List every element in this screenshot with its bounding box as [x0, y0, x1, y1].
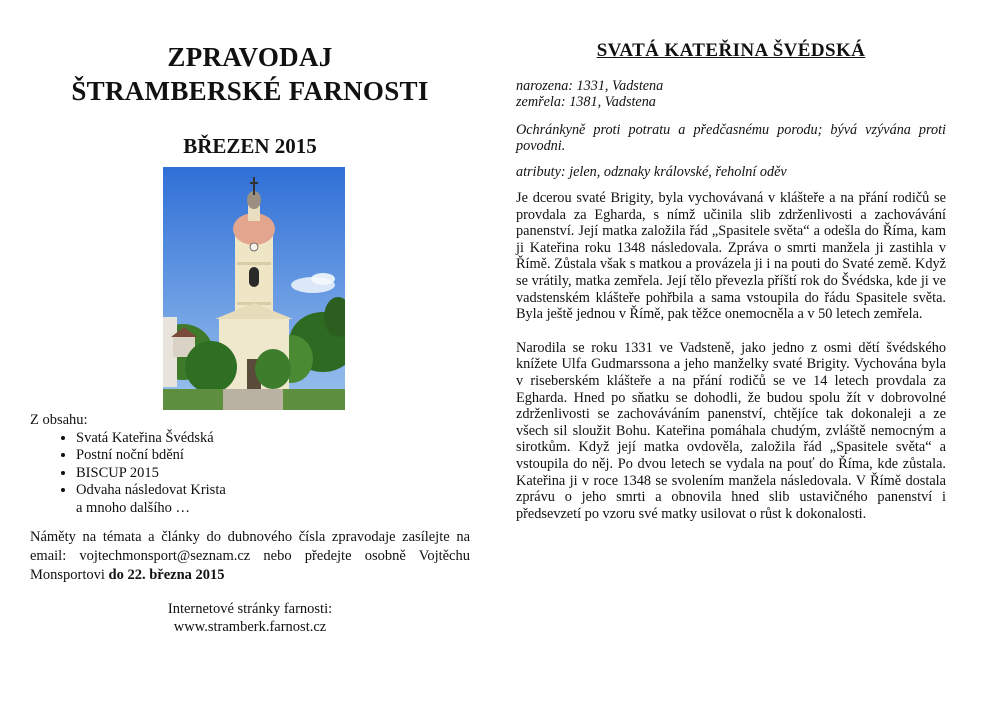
contents-item: • Odvaha následovat Krista — [76, 482, 470, 500]
submission-notice — [30, 528, 470, 585]
death-info: zemřela: 1381, Vadstena — [516, 94, 656, 110]
newsletter-title-line2: ŠTRAMBERSKÉ FARNOSTI — [71, 76, 429, 106]
church-photo — [163, 167, 345, 410]
issue-date: BŘEZEN 2015 — [183, 134, 317, 158]
attributes-info: atributy: jelen, odznaky královské, řeholní oděv — [516, 164, 787, 180]
contents-list — [30, 430, 470, 500]
newsletter-title — [30, 40, 470, 108]
contents-more: a mnoho dalšího … — [76, 499, 190, 516]
article-title: SVATÁ KATEŘINA ŠVÉDSKÁ — [596, 40, 866, 61]
birth-info: narozena: 1331, Vadstena — [516, 78, 664, 94]
website-url[interactable]: www.stramberk.farnost.cz — [173, 619, 327, 635]
notice-deadline: do 22. března 2015 — [108, 567, 225, 583]
article-paragraph-1: Je dcerou svaté Brigity, byla vychovávaná v klášteře a na přání rodičů se provdala za Egharda, s nímž učinila slib zdrženlivosti a zachovávání panenství. Její matka založila řád „Spasitele světa“ a odešla do Říma, kam ji Kateřina roku 1348 následovala. Zpráva o smrti manžela ji zastihla v Římě. Zůstala však s matkou a provázela ji i na pouti do Svaté země. Když se vrátily, matka zemřela. Její tělo převezla příští rok do Švédska, kde ji ve vadstenském klášteře pohřbila a sama vstoupila do řádu Spasitele světa. Byla ještě jednou v Římě, pak těžce onemocněla a v 50 letech zemřela. — [516, 190, 946, 323]
patronage-info: Ochránkyně proti potratu a předčasnému porodu; bývá vzývána proti povodni. — [516, 122, 946, 154]
contents-item: • Svatá Kateřina Švédská — [76, 430, 470, 448]
right-page — [516, 40, 946, 522]
website-info — [30, 600, 470, 636]
notice-text: Náměty na témata a články do dubnového čísla zpravodaje zasílejte na email: vojtechmonsport@seznam.cz nebo předejte osobně Vojtěchu Monsportovi — [30, 529, 470, 583]
article-paragraph-2: Narodila se roku 1331 ve Vadsteně, jako jedno z osmi dětí švédského knížete Ulfa Gudmarssona a jeho manželky svaté Brigity. Vychována byla v riseberském klášteře a na přání rodičů se ve 14 letech provdala za Egharda. Hned po sňatku se dohodli, že budou spolu žít v dobrovolné zdrženlivosti se zachováváním panenství, chtějíce tak dokonaleji a ze všech sil sloužit Bohu. Kateřina pomáhala chudým, zvláště nemocným a sirotkům. Když její matka ovdověla, založila řád „Spasitele světa“ a vstoupila do něj. Po dvou letech se vydala na pouť do Říma, kde zůstala. Kateřina ji v roce 1348 se svolením manžela následovala. V Římě dostala zprávu o jeho smrti a obnovila hned slib ustavičného panenství i předsevzetí po vzoru své matky usilovat o růst k dokonalosti. — [516, 339, 946, 522]
contents-section — [30, 412, 470, 517]
website-label: Internetové stránky farnosti: — [167, 601, 333, 617]
contents-heading: Z obsahu: — [30, 412, 88, 428]
newsletter-title-line1: ZPRAVODAJ — [167, 42, 333, 72]
contents-item: • Postní noční bdění — [76, 447, 470, 465]
left-page — [30, 40, 470, 635]
contents-item: • BISCUP 2015 — [76, 465, 470, 483]
